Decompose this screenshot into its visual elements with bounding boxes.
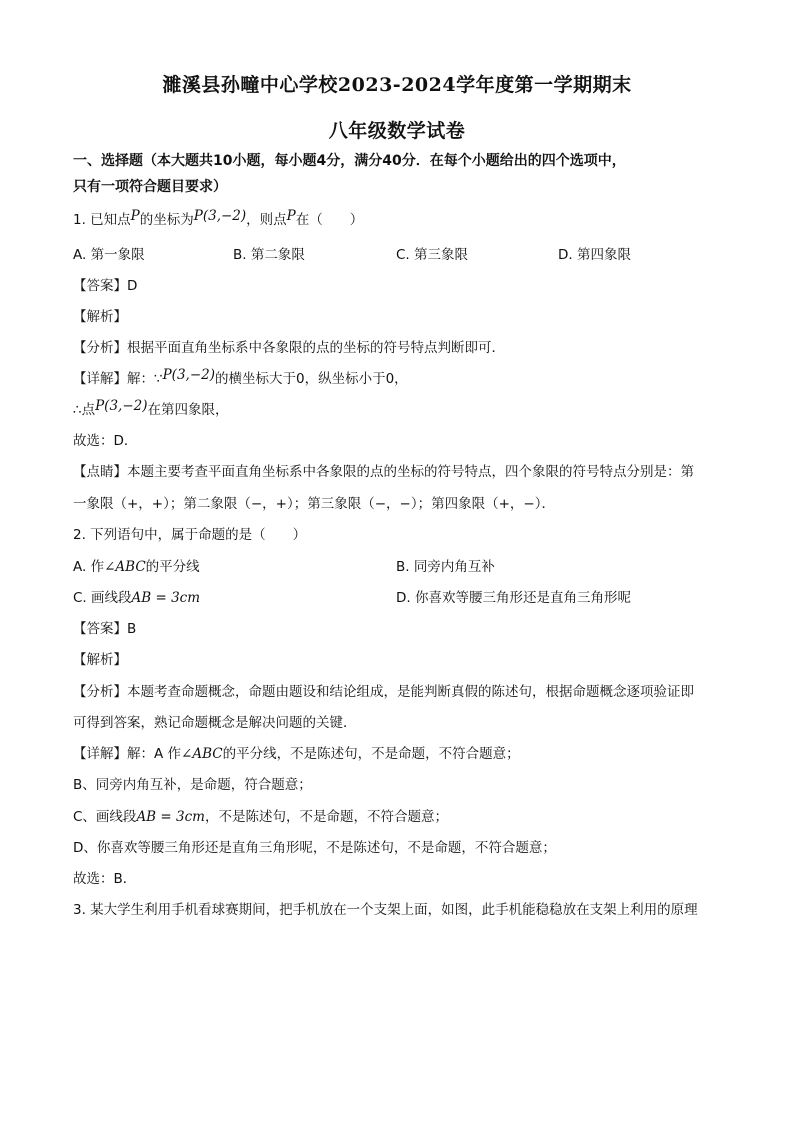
q1-dianjing-cont: 一象限（+，+）；第二象限（−，+）；第三象限（−，−）；第四象限（+，−）． — [73, 496, 555, 512]
q2-option-c — [73, 586, 200, 606]
section-heading-cont: 只有一项符合题目要求） — [73, 179, 227, 195]
q2-detail-c-pre: C、画线段 — [73, 809, 137, 825]
q2-option-a-post: 的平分线 — [145, 559, 200, 575]
q2-analysis-tag: 【解析】 — [73, 652, 127, 668]
q1-stem-c: ，则点 — [246, 212, 287, 228]
q2-option-c-math: AB = 3cm — [131, 590, 201, 606]
q2-detail-a-pre: 【详解】解：A 作 — [73, 746, 182, 762]
q2-detail-c — [73, 805, 448, 825]
q1-var-p2: P — [286, 208, 296, 224]
q1-therefore-coord: P(3,−2) — [95, 398, 148, 414]
q2-detail-a-math: ∠ABC — [181, 746, 223, 762]
q2-detail-a-post: 的平分线，不是陈述句，不是命题，不符合题意； — [222, 746, 520, 762]
q1-stem-d: 在（ ） — [295, 212, 364, 228]
q1-option-a: A. 第一象限 — [73, 247, 145, 263]
q1-stem-b: 的坐标为 — [139, 212, 194, 228]
q1-detail-a: 【详解】解：∵ — [73, 371, 163, 387]
q2-option-d: D. 你喜欢等腰三角形还是直角三角形呢 — [396, 590, 631, 606]
q2-option-b: B. 同旁内角互补 — [396, 559, 495, 575]
q2-choose: 故选：B． — [73, 871, 137, 887]
q1-detail-b: 的横坐标大于0，纵坐标小于0， — [215, 371, 408, 387]
q1-answer: 【答案】D — [73, 278, 138, 294]
q1-stem-a: 1. 已知点 — [73, 212, 131, 228]
q1-option-d: D. 第四象限 — [558, 247, 631, 263]
q2-detail-c-post: ，不是陈述句，不是命题，不符合题意； — [204, 809, 448, 825]
q2-option-a — [73, 555, 200, 575]
q1-fenxi: 【分析】根据平面直角坐标系中各象限的点的坐标的符号特点判断即可． — [73, 340, 505, 356]
q3-stem: 3. 某大学生利用手机看球赛期间，把手机放在一个支架上面，如图，此手机能稳稳放在支架上利用的原理 — [73, 902, 698, 918]
q2-fenxi: 【分析】本题考查命题概念，命题由题设和结论组成，是能判断真假的陈述句，根据命题概念逐项验证即 — [73, 684, 694, 700]
q2-stem: 2. 下列语句中，属于命题的是（ ） — [73, 527, 307, 543]
q2-fenxi-cont: 可得到答案，熟记命题概念是解决问题的关键． — [73, 715, 357, 731]
q1-therefore-a: ∴点 — [73, 402, 96, 418]
q1-therefore — [73, 398, 229, 418]
q1-option-b: B. 第二象限 — [233, 247, 305, 263]
page-subtitle: 八年级数学试卷 — [328, 120, 466, 142]
section-heading: 一、选择题（本大题共10小题，每小题4分，满分40分．在每个小题给出的四个选项中， — [73, 153, 626, 169]
q1-dianjing: 【点睛】本题主要考查平面直角坐标系中各象限的点的坐标的符号特点，四个象限的符号特点分别是：第 — [73, 464, 694, 480]
q1-choose: 故选：D． — [73, 433, 138, 449]
q1-detail-coord: P(3,−2) — [162, 367, 215, 383]
q2-option-c-pre: C. 画线段 — [73, 590, 132, 606]
q2-detail-b: B、同旁内角互补，是命题，符合题意； — [73, 777, 312, 793]
q2-answer: 【答案】B — [73, 621, 137, 637]
q2-detail-c-math: AB = 3cm — [136, 809, 205, 825]
q1-option-c: C. 第三象限 — [396, 247, 469, 263]
q2-detail-a — [73, 742, 520, 762]
q2-detail-d: D、你喜欢等腰三角形还是直角三角形呢，不是陈述句，不是命题，不符合题意； — [73, 840, 556, 856]
q1-detail — [73, 367, 408, 387]
q1-var-p: P — [130, 208, 140, 224]
q1-stem — [73, 208, 363, 228]
q1-analysis-tag: 【解析】 — [73, 309, 127, 325]
q1-coord: P(3,−2) — [193, 208, 247, 224]
q1-therefore-b: 在第四象限， — [147, 402, 229, 418]
q2-option-a-math: ∠ABC — [104, 559, 146, 575]
page-title: 濉溪县孙疃中心学校2023-2024学年度第一学期期末 — [162, 74, 632, 96]
q2-option-a-pre: A. 作 — [73, 559, 105, 575]
